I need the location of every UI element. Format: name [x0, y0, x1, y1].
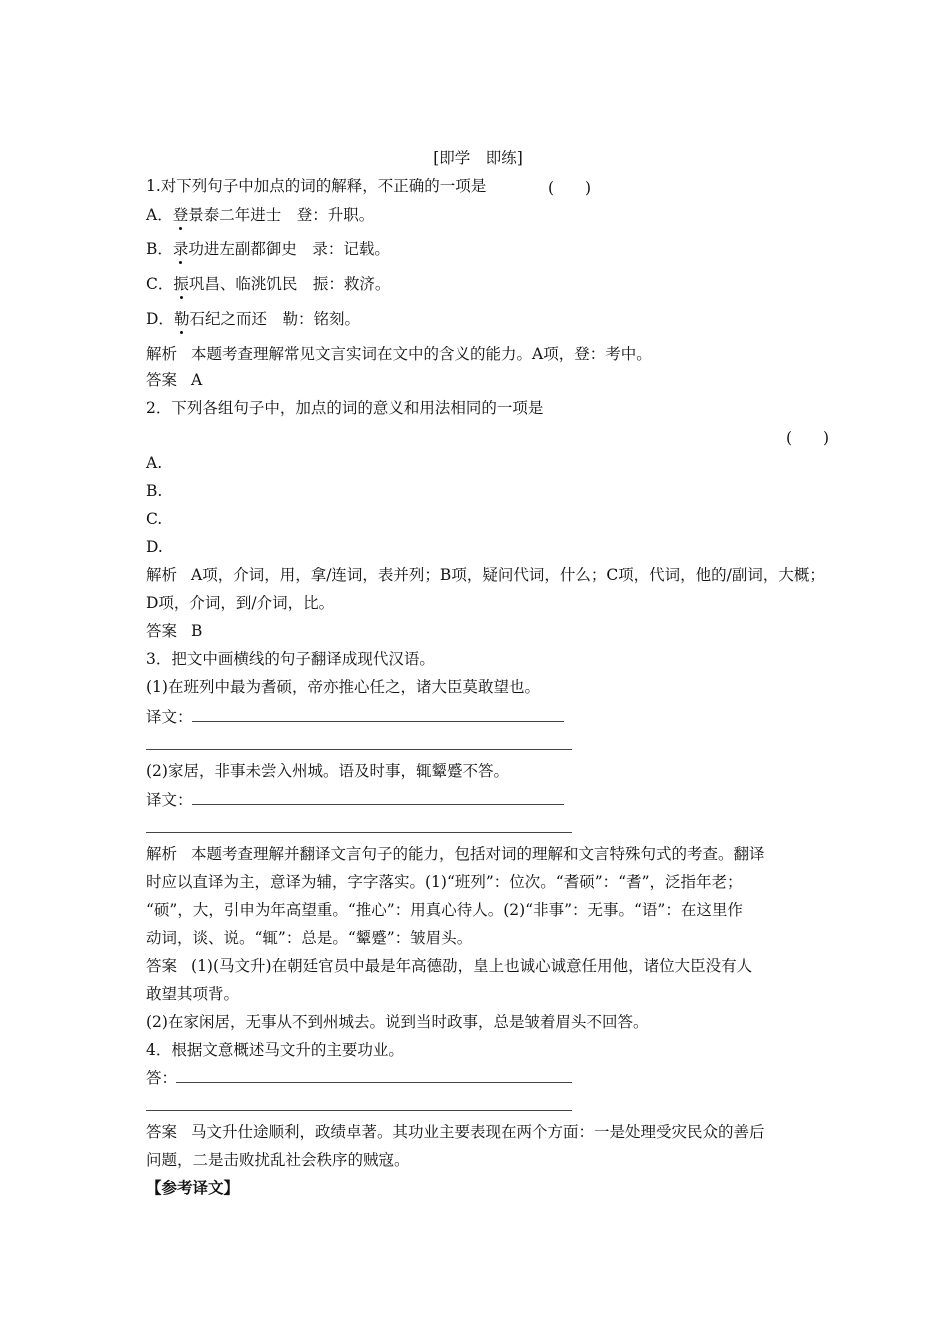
option-letter: A． — [146, 206, 173, 224]
answer-text: A — [191, 371, 203, 389]
q3-answer-line-1 — [146, 956, 752, 976]
answer-blank-line[interactable] — [176, 1082, 572, 1083]
answer-label: 答案 — [146, 1123, 178, 1141]
answer-label: 答案 — [146, 622, 178, 640]
option-letter: C． — [146, 275, 174, 293]
answer-text: B — [191, 622, 203, 640]
answer-label: 答案 — [146, 371, 178, 389]
q2-stem: 2．下列各组句子中，加点的词的意义和用法相同的一项是 — [146, 399, 544, 417]
dotted-word: 登 — [172, 206, 189, 224]
q1-option-d — [146, 309, 360, 329]
analysis-label: 解析 — [146, 345, 178, 363]
q3-translate-label-2: 译文： — [146, 791, 193, 809]
section-title: [即学 即练] — [433, 149, 523, 167]
analysis-text: 本题考查理解常见文言实词在文中的含义的能力。A项，登：考中。 — [191, 345, 652, 363]
q4-answer-line-1 — [146, 1122, 765, 1142]
option-text: 功进左副都御史 录：记载。 — [188, 240, 390, 258]
q2-analysis-line-2: D项，介词，到/介词，比。 — [146, 594, 335, 612]
analysis-label: 解析 — [146, 845, 178, 863]
q3-sentence-1: (1)在班列中最为耆硕，帝亦推心任之，诸大臣莫敢望也。 — [146, 678, 540, 696]
dotted-word: 勒 — [173, 310, 190, 328]
q2-option-a: A. — [146, 454, 163, 472]
q1-option-a — [146, 205, 374, 225]
q4-answer-line-2: 问题，二是击败扰乱社会秩序的贼寇。 — [146, 1151, 410, 1169]
q3-analysis-line-2: 时应以直译为主，意译为辅，字字落实。(1)“班列”：位次。“耆硕”：“耆”，泛指年老； — [146, 873, 743, 891]
q1-option-c — [146, 274, 390, 294]
q1-stem: 1.对下列句子中加点的词的解释，不正确的一项是 — [146, 177, 487, 195]
q4-answer-prompt: 答： — [146, 1069, 178, 1087]
q1-answer — [146, 370, 202, 390]
option-letter: B． — [146, 240, 173, 258]
q2-analysis-line-1 — [146, 565, 825, 585]
option-text: 巩昌、临洮饥民 振：救济。 — [188, 275, 391, 293]
q3-answer-line-3: (2)在家闲居，无事从不到州城去。说到当时政事，总是皱着眉头不回答。 — [146, 1013, 649, 1031]
q2-option-d: D. — [146, 538, 163, 556]
option-text: 景泰二年进士 登：升职。 — [188, 206, 375, 224]
answer-label: 答案 — [146, 957, 178, 975]
analysis-text: A项，介词，用，拿/连词，表并列；B项，疑问代词，什么；C项，代词，他的/副词，大概； — [191, 566, 825, 584]
analysis-label: 解析 — [146, 566, 178, 584]
q2-answer — [146, 621, 202, 641]
q2-option-b: B. — [146, 482, 163, 500]
dotted-word: 振 — [173, 275, 189, 293]
q1-option-b — [146, 239, 390, 259]
q3-analysis-line-1 — [146, 844, 765, 864]
q3-translate-label-1: 译文： — [146, 708, 193, 726]
option-text: 石纪之而还 勒：铭刻。 — [189, 310, 360, 328]
analysis-text: 本题考查理解并翻译文言句子的能力，包括对词的理解和文言特殊句式的考查。翻译 — [191, 845, 765, 863]
q3-stem: 3．把文中画横线的句子翻译成现代汉语。 — [146, 650, 435, 668]
reference-translation-heading: 【参考译文】 — [146, 1178, 240, 1197]
answer-blank-line[interactable] — [146, 1110, 572, 1111]
q2-option-c: C. — [146, 510, 163, 528]
q3-analysis-line-3: “硕”，大，引申为年高望重。“推心”：用真心待人。(2)“非事”：无事。“语”：在这里作 — [146, 901, 743, 919]
q1-analysis — [146, 344, 652, 364]
answer-blank-line[interactable] — [192, 721, 564, 722]
answer-text: 马文升仕途顺利，政绩卓著。其功业主要表现在两个方面：一是处理受灾民众的善后 — [191, 1123, 765, 1141]
option-letter: D． — [146, 310, 174, 328]
q3-answer-line-2: 敢望其项背。 — [146, 985, 240, 1003]
answer-text: (1)(马文升)在朝廷官员中最是年高德劭，皇上也诚心诚意任用他，诸位大臣没有人 — [191, 957, 753, 975]
q4-stem: 4．根据文意概述马文升的主要功业。 — [146, 1041, 404, 1059]
answer-blank-line[interactable] — [192, 804, 564, 805]
q3-analysis-line-4: 动词，谈、说。“辄”：总是。“颦蹙”：皱眉头。 — [146, 929, 473, 947]
q3-sentence-2: (2)家居，非事未尝入州城。语及时事，辄颦蹙不答。 — [146, 762, 509, 780]
dotted-word: 录 — [172, 240, 189, 258]
answer-blank-line[interactable] — [146, 749, 572, 750]
answer-blank-line[interactable] — [146, 832, 572, 833]
q1-answer-paren: ( ) — [548, 179, 592, 197]
q2-answer-paren: ( ) — [786, 429, 830, 447]
